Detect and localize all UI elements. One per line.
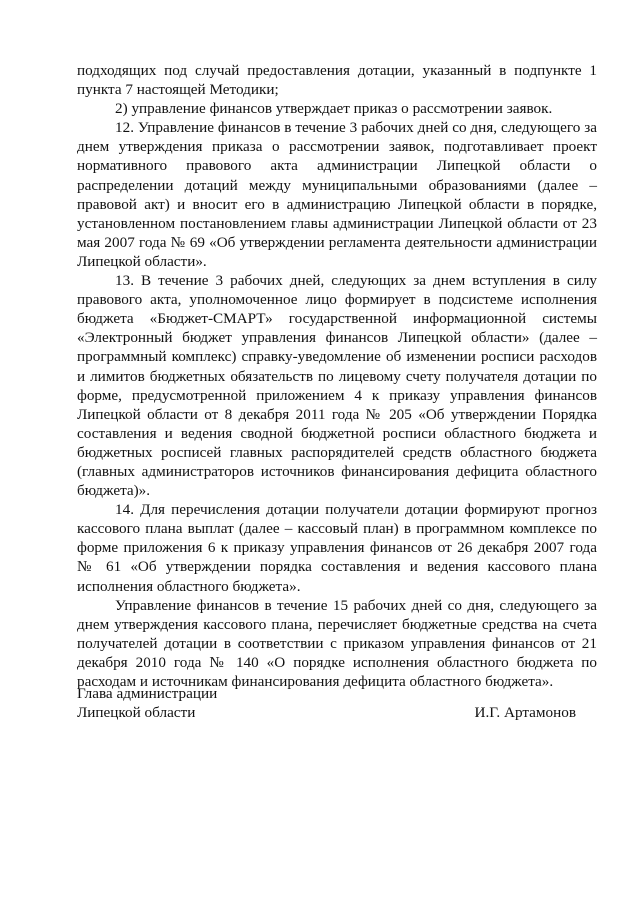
document-body [77,61,597,691]
signature-block [77,684,597,722]
signatory-name: И.Г. Артамонов [474,704,576,722]
paragraph-continuation: подходящих под случай предоставления дотации, указанный в подпункте 1 пункта 7 настоящей Методики; [77,62,597,99]
signature-row [77,703,597,722]
signature-position-line1: Глава администрации [77,685,218,702]
paragraph-12: 12. Управление финансов в течение 3 рабочих дней со дня, следующего за днем утверждения приказа о рассмотрении заявок, подготавливает проект нормативного правового акта администрации Липецкой области о распределении дотаций между муниципальными образованиями (далее – правовой акт) и вносит его в администрацию Липецкой области в порядке, установленном постановлением главы администрации Липецкой области от 23 мая 2007 года № 69 «Об утверждении регламента деятельности администрации Липецкой области». [77,119,597,270]
paragraph-item-2: 2) управление финансов утверждает приказ о рассмотрении заявок. [115,100,553,118]
paragraph-transfer: Управление финансов в течение 15 рабочих дней со дня, следующего за днем утверждения кассового плана, перечисляет бюджетные средства на счета получателей дотации в соответствии с приказом управления финансов от 21 декабря 2010 года № 140 «О порядке исполнения областного бюджета по расходам и источникам финансирования дефицита областного бюджета». [77,596,597,690]
paragraph-13: 13. В течение 3 рабочих дней, следующих за днем вступления в силу правового акта, уполномоченное лицо формирует в подсистеме исполнения бюджета «Бюджет-СМАРТ» государственной информационной системы «Электронный бюджет управления финансов Липецкой области» (далее – программный комплекс) справку-уведомление об изменении росписи расходов и лимитов бюджетных обязательств по лицевому счету получателя дотации по форме, предусмотренной приложением 4 к приказу управления финансов Липецкой области от 8 декабря 2011 года № 205 «Об утверждении Порядка составления и ведения сводной бюджетной росписи областного бюджета и бюджетных росписей главных распорядителей средств областного бюджета (главных администраторов источников финансирования дефицита областного бюджета)». [77,272,597,500]
paragraph-14: 14. Для перечисления дотации получатели дотации формируют прогноз кассового плана выплат (далее – кассовый план) в программном комплексе по форме приложения 6 к приказу управления финансов от 26 декабря 2007 года № 61 «Об утверждении порядка составления и ведения кассового плана исполнения областного бюджета». [77,501,597,595]
signature-position-line2: Липецкой области [77,704,196,722]
